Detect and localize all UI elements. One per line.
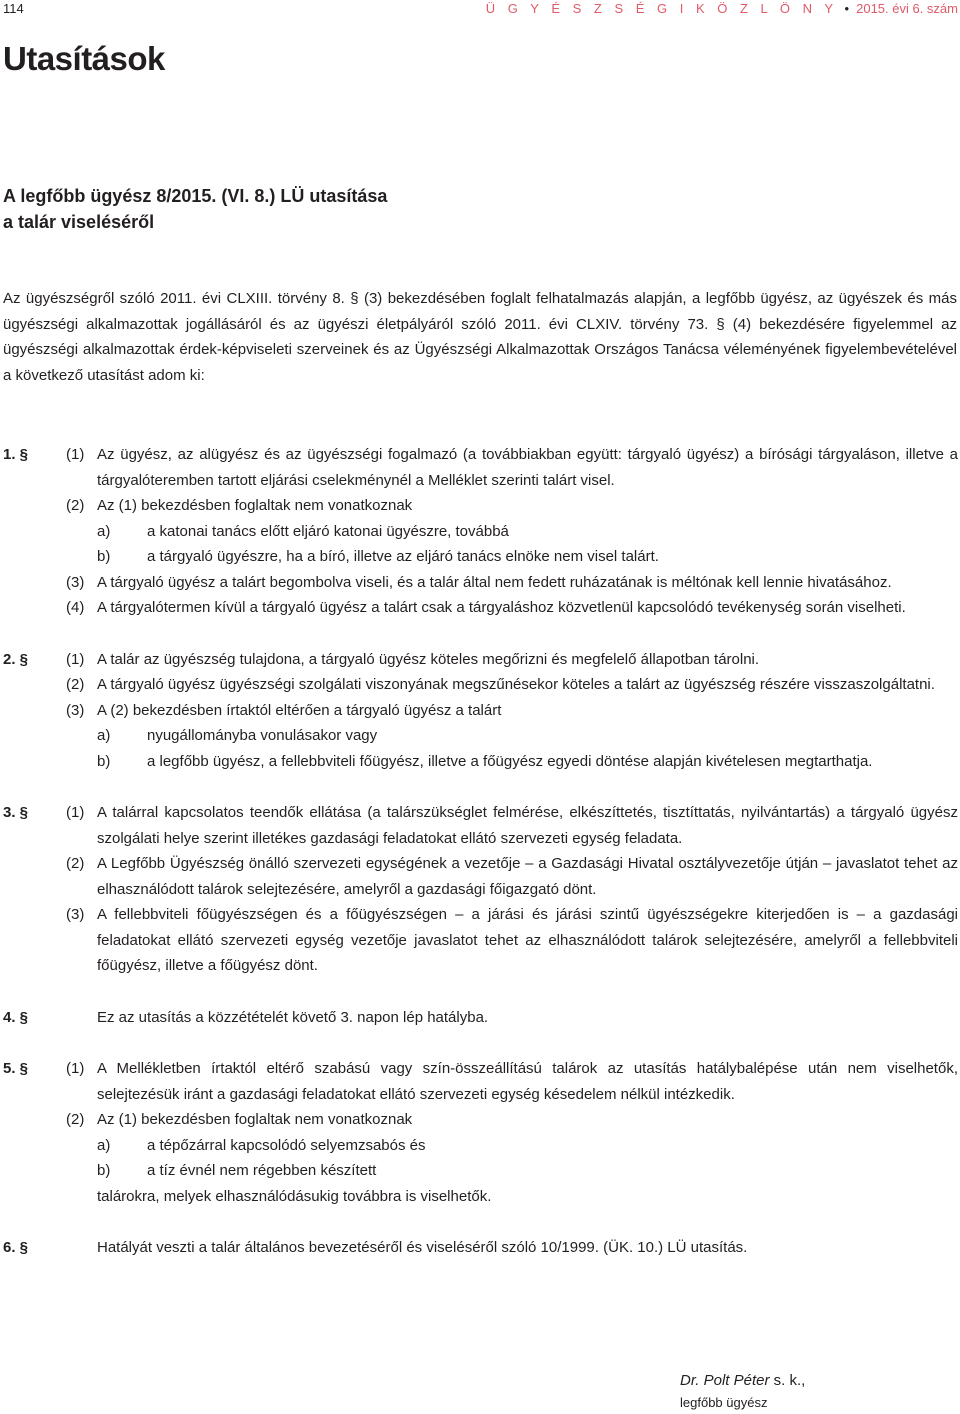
section-number: 3. § [3, 804, 29, 821]
paragraph-text: A tárgyalótermen kívül a tárgyaló ügyész a talárt csak a tárgyaláshoz közvetlenül kapcsolódó tevékenység során viselheti. [97, 599, 906, 616]
paragraph-number: (2) [66, 676, 85, 693]
paragraph [3, 1235, 958, 1261]
paragraph-text: A Mellékletben írtaktól eltérő szabású vagy szín-összeállítású talárok az utasítás hatálybalépése után nem viselhetők, selejtezésük iránt a gazdasági feladatokat ellátó szervezeti egység késedelem nélkül intézkedik. [97, 1060, 958, 1103]
list-item [3, 544, 958, 570]
list-item-text: a legfőbb ügyész, a fellebbviteli főügyész, illetve a főügyész egyedi döntése alapján kivételesen megtarthatja. [147, 752, 873, 770]
section-4 [3, 1005, 958, 1031]
signatory-name: Dr. Polt Péter [680, 1372, 770, 1389]
paragraph-number: (1) [66, 650, 85, 668]
paragraph-text: A tárgyaló ügyész a talárt begombolva viseli, és a talár által nem fedett ruházatának is méltónak kell lennie hivatásához. [97, 573, 892, 591]
section-5 [3, 1056, 958, 1209]
signature-block [680, 1370, 805, 1414]
paragraph-text: A Legfőbb Ügyészség önálló szervezeti egységének a vezetője – a Gazdasági Hivatal osztályvezetője útján – javaslatot tehet az elhasználódott talárok selejtezésére, amelyről a gazdasági főigazgató dönt. [97, 855, 958, 898]
list-item-marker: a) [97, 727, 111, 744]
paragraph [3, 647, 958, 673]
paragraph-number: (1) [66, 446, 85, 463]
paragraph-text: A talárral kapcsolatos teendők ellátása (a talárszükséglet felmérése, elkészíttetés, tisztíttatás, nyilvántartás) a tárgyaló ügyész szolgálati helye szerint illetékes gazdasági feladatokat ellátó szervezeti egység feladata. [97, 804, 958, 847]
section-6 [3, 1235, 958, 1261]
list-item [3, 519, 958, 545]
list-item-marker: b) [97, 752, 111, 770]
paragraph [3, 672, 958, 698]
section-2 [3, 647, 958, 775]
list-item-text: a tárgyaló ügyészre, ha a bíró, illetve az eljáró tanács elnöke nem visel talárt. [147, 548, 659, 565]
paragraph-text: Hatályát veszti a talár általános bevezetéséről és viseléséről szóló 10/1999. (ÜK. 10.) LÜ utasítás. [97, 1239, 748, 1256]
paragraph [3, 851, 958, 902]
list-item-marker: b) [97, 548, 111, 565]
title-line-2: a talár viseléséről [3, 212, 155, 232]
list-item-text: a katonai tanács előtt eljáró katonai ügyészre, továbbá [147, 522, 509, 540]
page-number: 114 [3, 1, 24, 16]
signatory-role: legfőbb ügyész [680, 1395, 768, 1410]
list-item [3, 749, 958, 775]
paragraph-text: A fellebbviteli főügyészségen és a főügyészségen – a járási és járási szintű ügyészségekre kiterjedően is – a gazdasági feladatokat ellátó szervezeti egység vezetője javaslatot tehet az elhasználódott talárok selejtezésére, amelyről a fellebbviteli főügyész, illetve a főügyész dönt. [97, 906, 958, 974]
sections-body [3, 442, 958, 1261]
paragraph-text: Az (1) bekezdésben foglaltak nem vonatkoznak [97, 497, 413, 514]
paragraph [3, 902, 958, 979]
journal-name: Ü G Y É S Z S É G I K Ö Z L Ö N Y [485, 1, 838, 16]
journal-header [486, 1, 958, 16]
section-1 [3, 442, 958, 621]
paragraph-number: (3) [66, 906, 85, 923]
paragraph [3, 570, 958, 596]
list-item [3, 1158, 958, 1184]
paragraph-number: (1) [66, 1060, 85, 1077]
running-header [3, 0, 958, 18]
section-3 [3, 800, 958, 979]
paragraph [3, 442, 958, 493]
paragraph-number: (3) [66, 701, 85, 719]
section-heading: Utasítások [3, 40, 165, 77]
paragraph-number: (2) [66, 1111, 85, 1128]
section-number: 6. § [3, 1239, 29, 1256]
list-item [3, 723, 958, 749]
paragraph-number: (3) [66, 573, 85, 591]
paragraph-text: Az (1) bekezdésben foglaltak nem vonatkoznak [97, 1111, 413, 1128]
paragraph-text: A (2) bekezdésben írtaktól eltérően a tárgyaló ügyész a talárt [97, 701, 502, 719]
issue-label: 2015. évi 6. szám [856, 1, 958, 16]
list-item-marker: b) [97, 1162, 111, 1179]
list-item-text: a tépőzárral kapcsolódó selyemzsabós és [147, 1136, 426, 1154]
instruction-title [3, 183, 387, 235]
paragraph [3, 493, 958, 519]
paragraph [3, 1107, 958, 1133]
paragraph-text: A talár az ügyészség tulajdona, a tárgyaló ügyész köteles megőrizni és megfelelő állapotban tárolni. [97, 650, 760, 668]
paragraph-number: (1) [66, 804, 85, 821]
list-item-text: nyugállományba vonulásakor vagy [147, 727, 378, 744]
paragraph-text: A tárgyaló ügyész ügyészségi szolgálati viszonyának megszűnésekor köteles a talárt az ügyészség részére visszaszolgáltatni. [97, 676, 935, 693]
list-item-marker: a) [97, 1136, 111, 1154]
paragraph [3, 1005, 958, 1031]
title-line-1: A legfőbb ügyész 8/2015. (VI. 8.) LÜ utasítása [3, 186, 388, 206]
preamble: Az ügyészségről szóló 2011. évi CLXIII. törvény 8. § (3) bekezdésében foglalt felhatalmazás alapján, a legfőbb ügyész, az ügyészek és más ügyészségi alkalmazottak jogállásáról és az ügyészi életpályáról szóló 2011. évi CLXIV. törvény 73. § (4) bekezdésére figyelemmel az ügyészségi alkalmazottak érdek-képviseleti szerveinek és az Ügyészségi Alkalmazottak Országos Tanácsa véleményének figyelembevételével a következő utasítást adom ki: [3, 290, 957, 384]
paragraph [3, 595, 958, 621]
paragraph-number: (4) [66, 599, 85, 616]
section-number: 1. § [3, 446, 29, 463]
paragraph [3, 800, 958, 851]
paragraph-text: Ez az utasítás a közzétételét követő 3. napon lép hatályba. [97, 1008, 489, 1026]
paragraph [3, 698, 958, 724]
paragraph-continuation: talárokra, melyek elhasználódásukig továbbra is viselhetők. [97, 1187, 492, 1205]
bullet-separator: • [844, 1, 850, 16]
list-item-marker: a) [97, 522, 111, 540]
paragraph [3, 1056, 958, 1107]
paragraph-number: (2) [66, 855, 85, 872]
section-number: 4. § [3, 1008, 29, 1026]
paragraph-number: (2) [66, 497, 85, 514]
list-item [3, 1133, 958, 1159]
section-number: 5. § [3, 1060, 29, 1077]
paragraph-text: Az ügyész, az alügyész és az ügyészségi fogalmazó (a továbbiakban együtt: tárgyaló ügyész) a bírósági tárgyaláson, illetve a tárgyalóteremben tartott eljárási cselekménynél a Melléklet szerinti talárt visel. [97, 446, 958, 489]
section-number: 2. § [3, 650, 29, 668]
list-item-text: a tíz évnél nem régebben készített [147, 1162, 377, 1179]
signatory-suffix: s. k., [769, 1372, 806, 1389]
